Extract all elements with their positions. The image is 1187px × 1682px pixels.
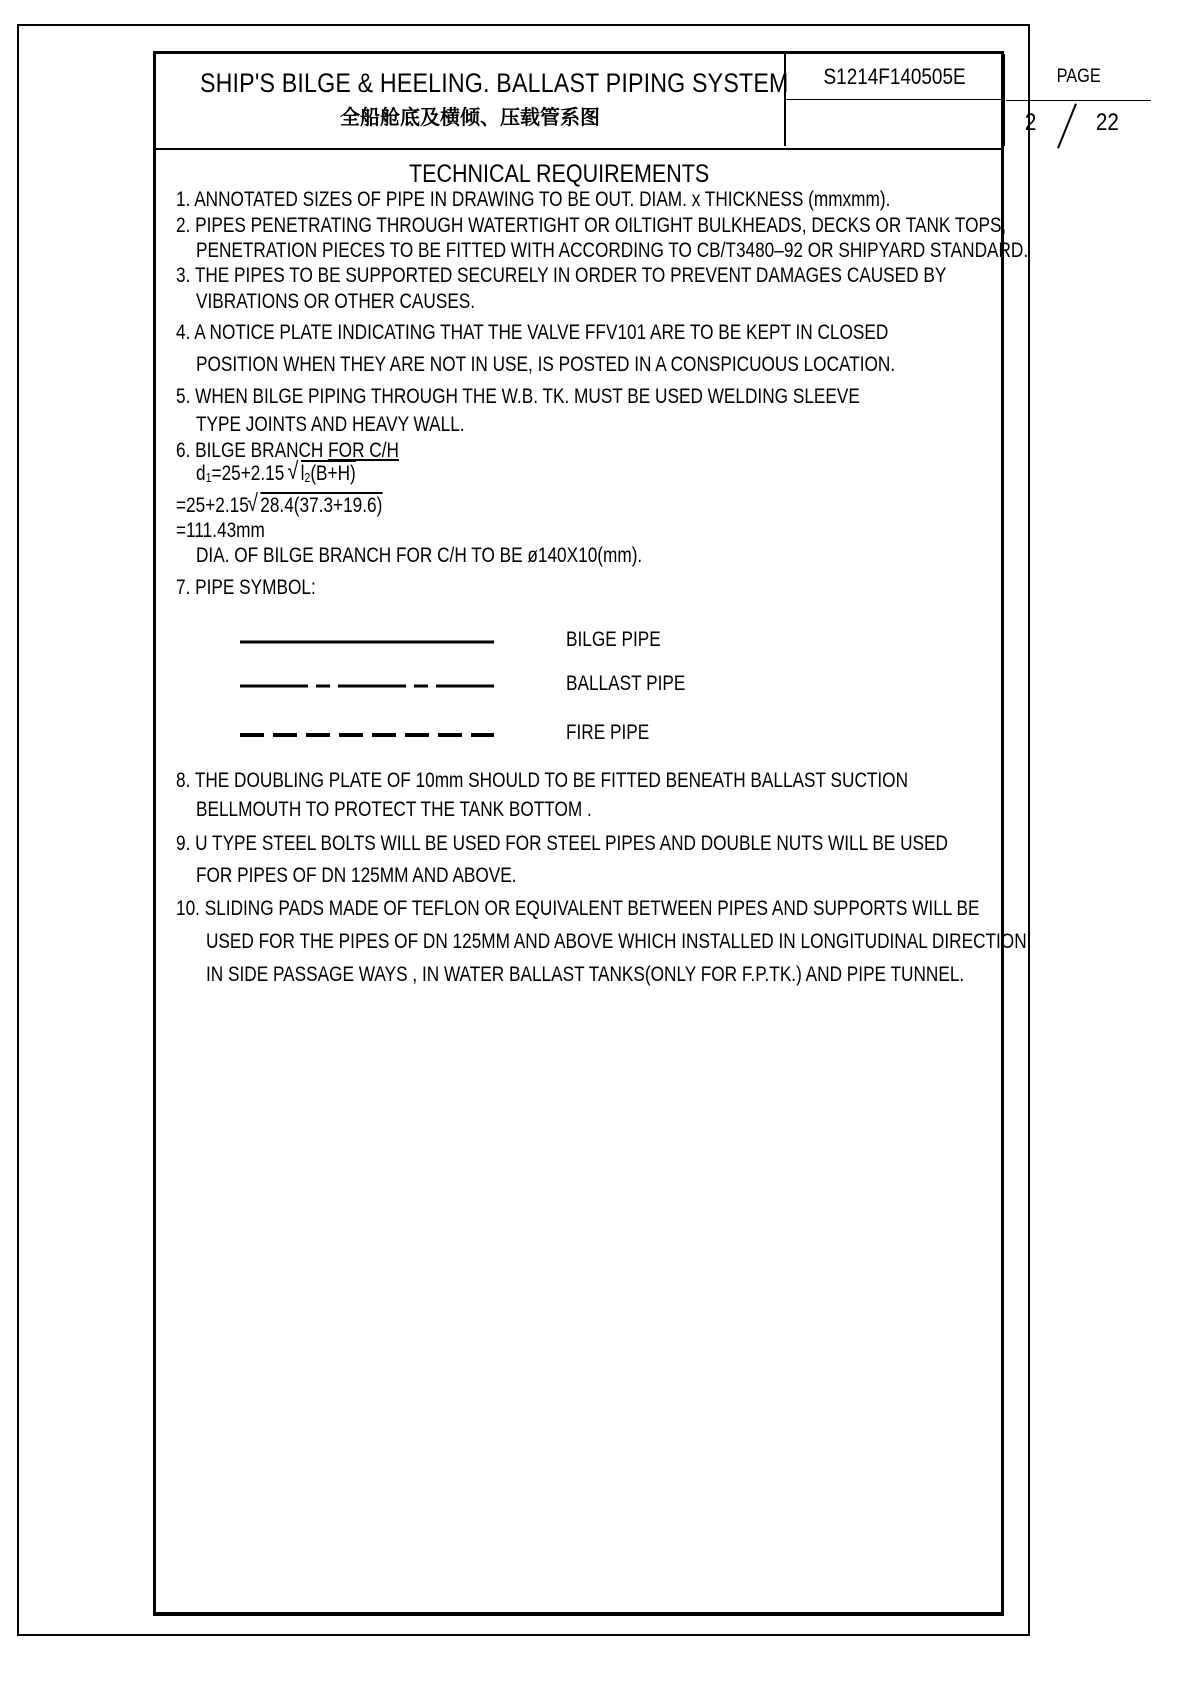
legend-label: BILGE PIPE [566, 628, 661, 651]
req-4-line-1: 4. A NOTICE PLATE INDICATING THAT THE VALVE FFV101 ARE TO BE KEPT IN CLOSED [176, 321, 889, 344]
dashed-line-icon [240, 733, 494, 737]
req-9-line-1: 9. U TYPE STEEL BOLTS WILL BE USED FOR STEEL PIPES AND DOUBLE NUTS WILL BE USED [176, 832, 948, 855]
req-6-conclusion: DIA. OF BILGE BRANCH FOR C/H TO BE ø140X10(mm). [196, 544, 643, 567]
page-current: 2 [1024, 109, 1037, 136]
legend-bilge-pipe [226, 628, 666, 658]
req-3-line-1: 3. THE PIPES TO BE SUPPORTED SECURELY IN ORDER TO PREVENT DAMAGES CAUSED BY [176, 264, 947, 287]
page-label-cell [1006, 54, 1151, 101]
req-10-line-3: IN SIDE PASSAGE WAYS , IN WATER BALLAST TANKS(ONLY FOR F.P.TK.) AND PIPE TUNNEL. [206, 963, 965, 986]
req-1-line-1: 1. ANNOTATED SIZES OF PIPE IN DRAWING TO BE OUT. DIAM. x THICKNESS (mmxmm). [176, 188, 891, 211]
solid-line-icon [240, 640, 494, 644]
drawing-code-cell [786, 54, 1005, 100]
legend-fire-pipe [226, 721, 666, 751]
title-block [156, 54, 1119, 150]
formula-lhs-sub: 1 [205, 470, 212, 485]
technical-requirements [156, 148, 1029, 1612]
req-6-underlined: FOR C/H [328, 439, 399, 462]
formula-line-3: =111.43mm [176, 519, 265, 542]
req-3-line-2: VIBRATIONS OR OTHER CAUSES. [196, 290, 476, 313]
drawing-title-en: SHIP'S BILGE & HEELING. BALLAST PIPING SYSTEM [199, 68, 789, 98]
req-5-line-2: TYPE JOINTS AND HEAVY WALL. [196, 413, 465, 436]
sqrt-symbol-2 [260, 492, 382, 518]
legend-label: BALLAST PIPE [566, 672, 686, 695]
legend-ballast-pipe [226, 672, 686, 702]
requirements-heading: TECHNICAL REQUIREMENTS [409, 160, 710, 188]
req-8-line-2: BELLMOUTH TO PROTECT THE TANK BOTTOM . [196, 798, 592, 821]
drawing-code: S1214F140505E [823, 64, 966, 89]
req-5-line-1: 5. WHEN BILGE PIPING THROUGH THE W.B. TK. MUST BE USED WELDING SLEEVE [176, 385, 860, 408]
empty-code-cell [786, 100, 1005, 146]
req-4-line-2: POSITION WHEN THEY ARE NOT IN USE, IS POSTED IN A CONSPICUOUS LOCATION. [196, 353, 896, 376]
sqrt-symbol-1 [301, 460, 356, 486]
req-2-line-2: PENETRATION PIECES TO BE FITTED WITH ACCORDING TO CB/T3480–92 OR SHIPYARD STANDARD. [196, 239, 1029, 262]
formula-lhs: d [196, 462, 206, 485]
req-9-line-2: FOR PIPES OF DN 125MM AND ABOVE. [196, 864, 517, 887]
req-7-line-1: 7. PIPE SYMBOL: [176, 576, 316, 599]
page-label: PAGE [1056, 66, 1101, 87]
formula-root-rest: (B+H) [310, 462, 356, 485]
title-cell [156, 54, 789, 146]
req-10-line-1: 10. SLIDING PADS MADE OF TEFLON OR EQUIVALENT BETWEEN PIPES AND SUPPORTS WILL BE [176, 897, 980, 920]
req-10-line-2: USED FOR THE PIPES OF DN 125MM AND ABOVE WHICH INSTALLED IN LONGITUDINAL DIRECTION [206, 930, 1027, 953]
formula-eq2-pre: =25+2.15 [176, 494, 249, 517]
page-number-cell [1006, 100, 1151, 146]
req-2-line-1: 2. PIPES PENETRATING THROUGH WATERTIGHT OR OILTIGHT BULKHEADS, DECKS OR TANK TOPS, [176, 214, 1007, 237]
dash-dot-line-icon [240, 684, 494, 688]
drawing-title-cn: 全船舱底及横倾、压载管系图 [340, 105, 600, 129]
formula-eq1-pre: =25+2.15 [211, 462, 290, 485]
formula-line-1 [196, 460, 356, 486]
formula-root-sub: 2 [304, 470, 311, 485]
formula-root-var: l [300, 462, 305, 485]
formula-line-2 [176, 492, 382, 518]
req-6-prefix: 6. BILGE BRANCH [176, 439, 329, 462]
page-slash-divider [1057, 103, 1077, 148]
drawing-frame [153, 51, 1119, 1616]
page-total: 22 [1095, 109, 1119, 136]
formula-eq2-root: 28.4(37.3+19.6) [260, 494, 383, 517]
req-8-line-1: 8. THE DOUBLING PLATE OF 10mm SHOULD TO BE FITTED BENEATH BALLAST SUCTION [176, 769, 909, 792]
legend-label: FIRE PIPE [566, 721, 650, 744]
